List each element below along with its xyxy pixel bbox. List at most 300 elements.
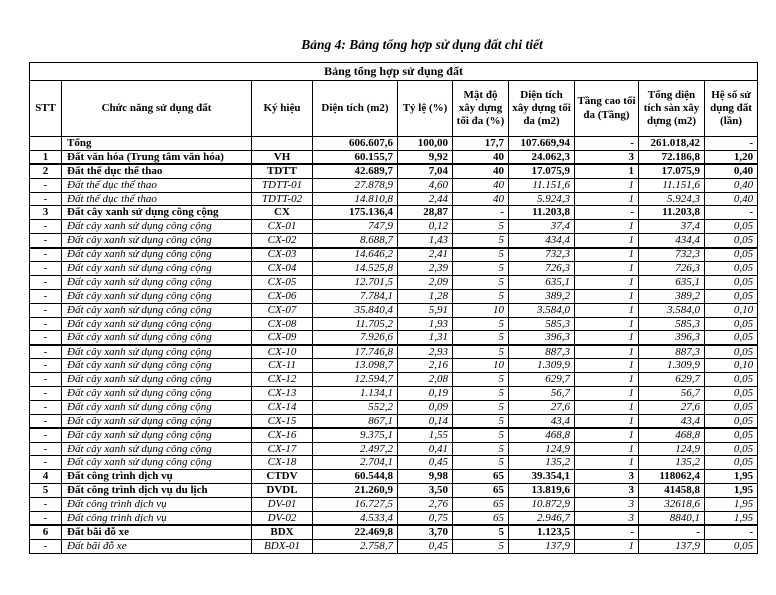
table-cell: 3,70: [398, 525, 453, 539]
table-cell: 434,4: [639, 234, 705, 248]
table-cell: CX-09: [252, 331, 313, 345]
table-cell: TDTT-02: [252, 192, 313, 206]
table-cell: 5: [453, 262, 509, 276]
table-cell: 629,7: [509, 373, 575, 387]
table-cell: -: [575, 525, 639, 539]
table-cell: Đất cây xanh sử dụng công cộng: [62, 234, 252, 248]
table-cell: 17.746,8: [313, 345, 398, 359]
table-row: [30, 178, 758, 192]
table-cell: 27,6: [639, 400, 705, 414]
table-cell: 10: [453, 359, 509, 373]
table-cell: 43,4: [639, 414, 705, 428]
table-row: [30, 442, 758, 456]
table-cell: 5: [453, 373, 509, 387]
table-cell: 396,3: [509, 331, 575, 345]
table-cell: 5: [453, 387, 509, 401]
table-row: [30, 345, 758, 359]
table-cell: 887,3: [509, 345, 575, 359]
table-cell: 60.544,8: [313, 470, 398, 484]
table-cell: BDX: [252, 525, 313, 539]
table-cell: 60.155,7: [313, 150, 398, 164]
table-cell: -: [30, 317, 62, 331]
table-cell: 137,9: [509, 539, 575, 553]
table-cell: 27,6: [509, 400, 575, 414]
table-cell: Đất cây xanh sử dụng công cộng: [62, 220, 252, 234]
table-cell: 13.819,6: [509, 484, 575, 498]
table-cell: 0,05: [705, 442, 758, 456]
table-cell: 1.123,5: [509, 525, 575, 539]
table-cell: 3: [30, 206, 62, 220]
table-cell: Đất cây xanh sử dụng công cộng: [62, 262, 252, 276]
table-cell: 0,75: [398, 512, 453, 526]
column-header-10: Hệ số sử dụng đất (lần): [705, 81, 758, 137]
table-cell: 1,95: [705, 484, 758, 498]
table-cell: CX-14: [252, 400, 313, 414]
table-cell: 2,09: [398, 275, 453, 289]
table-row: [30, 275, 758, 289]
table-cell: 0,40: [705, 178, 758, 192]
table-cell: TDTT-01: [252, 178, 313, 192]
table-cell: 3,50: [398, 484, 453, 498]
table-cell: 175.136,4: [313, 206, 398, 220]
table-cell: 14.525,8: [313, 262, 398, 276]
table-cell: -: [30, 498, 62, 512]
table-cell: Đất cây xanh sử dụng công cộng: [62, 206, 252, 220]
table-cell: CX-04: [252, 262, 313, 276]
table-cell: Đất công trình dịch vụ: [62, 512, 252, 526]
table-cell: Đất cây xanh sử dụng công cộng: [62, 442, 252, 456]
table-cell: 135,2: [639, 456, 705, 470]
table-cell: Đất cây xanh sử dụng công cộng: [62, 248, 252, 262]
table-cell: 1: [575, 178, 639, 192]
table-row: [30, 303, 758, 317]
table-cell: 56,7: [509, 387, 575, 401]
table-cell: -: [30, 442, 62, 456]
table-cell: 0,05: [705, 289, 758, 303]
table-cell: CX-11: [252, 359, 313, 373]
table-row: [30, 262, 758, 276]
table-cell: [30, 137, 62, 151]
table-cell: 1: [575, 442, 639, 456]
table-cell: 1,55: [398, 428, 453, 442]
table-cell: DV-01: [252, 498, 313, 512]
table-cell: 1,93: [398, 317, 453, 331]
table-cell: 5: [453, 317, 509, 331]
table-cell: -: [30, 359, 62, 373]
table-cell: 8840,1: [639, 512, 705, 526]
table-row: [30, 248, 758, 262]
table-cell: Đất thể dục thể thao: [62, 164, 252, 178]
table-cell: [252, 137, 313, 151]
table-cell: 56,7: [639, 387, 705, 401]
table-row: [30, 317, 758, 331]
table-cell: 585,3: [509, 317, 575, 331]
table-cell: 11.203,8: [639, 206, 705, 220]
table-cell: CX-10: [252, 345, 313, 359]
table-cell: DV-02: [252, 512, 313, 526]
table-cell: 2,08: [398, 373, 453, 387]
table-cell: 5: [453, 275, 509, 289]
table-cell: 389,2: [639, 289, 705, 303]
table-cell: 0,09: [398, 400, 453, 414]
table-cell: Đất cây xanh sử dụng công cộng: [62, 275, 252, 289]
table-cell: Đất công trình dịch vụ: [62, 498, 252, 512]
table-row: [30, 289, 758, 303]
table-cell: 1: [30, 150, 62, 164]
table-cell: 35.840,4: [313, 303, 398, 317]
table-cell: 1,43: [398, 234, 453, 248]
table-cell: 1: [575, 317, 639, 331]
table-cell: Tổng: [62, 137, 252, 151]
table-cell: 14.646,2: [313, 248, 398, 262]
table-cell: Đất công trình dịch vụ du lịch: [62, 484, 252, 498]
table-cell: 5: [453, 345, 509, 359]
table-cell: VH: [252, 150, 313, 164]
table-cell: 41458,8: [639, 484, 705, 498]
table-cell: 0,05: [705, 387, 758, 401]
table-cell: 42.689,7: [313, 164, 398, 178]
table-cell: 100,00: [398, 137, 453, 151]
table-cell: 0,05: [705, 262, 758, 276]
table-cell: 0,45: [398, 456, 453, 470]
table-cell: CX-07: [252, 303, 313, 317]
table-cell: -: [30, 428, 62, 442]
table-row: [30, 525, 758, 539]
table-cell: 0,45: [398, 539, 453, 553]
table-row: [30, 206, 758, 220]
table-cell: 1,28: [398, 289, 453, 303]
table-cell: 1: [575, 303, 639, 317]
table-cell: 0,19: [398, 387, 453, 401]
table-cell: 14.810,8: [313, 192, 398, 206]
land-use-table: [29, 62, 758, 554]
table-cell: 137,9: [639, 539, 705, 553]
table-cell: 887,3: [639, 345, 705, 359]
table-cell: Đất cây xanh sử dụng công cộng: [62, 373, 252, 387]
table-cell: 0,40: [705, 192, 758, 206]
table-cell: 1.309,9: [639, 359, 705, 373]
table-cell: 2: [30, 164, 62, 178]
table-cell: 2.758,7: [313, 539, 398, 553]
table-cell: 1,95: [705, 498, 758, 512]
table-cell: 17,7: [453, 137, 509, 151]
table-row: [30, 512, 758, 526]
table-cell: 16.727,5: [313, 498, 398, 512]
table-row: [30, 400, 758, 414]
table-cell: 5: [30, 484, 62, 498]
table-cell: 552,2: [313, 400, 398, 414]
table-cell: -: [30, 373, 62, 387]
table-cell: 7.784,1: [313, 289, 398, 303]
table-cell: -: [575, 137, 639, 151]
table-cell: 867,1: [313, 414, 398, 428]
table-cell: 37,4: [639, 220, 705, 234]
table-cell: 65: [453, 470, 509, 484]
table-cell: CX-16: [252, 428, 313, 442]
table-row: [30, 414, 758, 428]
table-cell: -: [30, 456, 62, 470]
table-cell: CX-13: [252, 387, 313, 401]
table-cell: 629,7: [639, 373, 705, 387]
table-cell: 606.607,6: [313, 137, 398, 151]
table-cell: Đất thể dục thể thao: [62, 178, 252, 192]
table-cell: Đất thể dục thể thao: [62, 192, 252, 206]
table-cell: -: [30, 192, 62, 206]
table-cell: CX-03: [252, 248, 313, 262]
table-cell: Đất cây xanh sử dụng công cộng: [62, 331, 252, 345]
table-cell: 5,91: [398, 303, 453, 317]
table-cell: 0,05: [705, 317, 758, 331]
table-row: [30, 428, 758, 442]
table-cell: -: [30, 539, 62, 553]
table-cell: 1: [575, 345, 639, 359]
table-cell: 4,60: [398, 178, 453, 192]
table-cell: Đất cây xanh sử dụng công cộng: [62, 456, 252, 470]
table-cell: 0,05: [705, 220, 758, 234]
table-cell: 1: [575, 373, 639, 387]
table-cell: -: [30, 331, 62, 345]
table-cell: 1,95: [705, 470, 758, 484]
table-caption: Bảng 4: Bảng tổng hợp sử dụng đất chi tiết: [301, 37, 543, 52]
column-header-8: Tầng cao tối đa (Tầng): [575, 81, 639, 137]
table-cell: 2,16: [398, 359, 453, 373]
table-cell: 747,9: [313, 220, 398, 234]
table-cell: 468,8: [639, 428, 705, 442]
table-cell: 40: [453, 164, 509, 178]
table-cell: 0,40: [705, 164, 758, 178]
table-cell: 5.924,3: [639, 192, 705, 206]
table-cell: 40: [453, 192, 509, 206]
table-cell: 0,41: [398, 442, 453, 456]
table-cell: Đất cây xanh sử dụng công cộng: [62, 317, 252, 331]
table-cell: -: [30, 289, 62, 303]
table-cell: CX-17: [252, 442, 313, 456]
table-cell: 9,98: [398, 470, 453, 484]
table-cell: 0,05: [705, 234, 758, 248]
table-cell: Đất công trình dịch vụ: [62, 470, 252, 484]
table-cell: 1: [575, 192, 639, 206]
table-cell: 17.075,9: [509, 164, 575, 178]
table-cell: 65: [453, 498, 509, 512]
column-header-2: Chức năng sử dụng đất: [62, 81, 252, 137]
table-cell: CX-05: [252, 275, 313, 289]
table-cell: 40: [453, 150, 509, 164]
table-cell: 1: [575, 262, 639, 276]
table-row: [30, 359, 758, 373]
table-cell: -: [30, 220, 62, 234]
table-cell: Đất cây xanh sử dụng công cộng: [62, 289, 252, 303]
table-body: [30, 137, 758, 554]
table-cell: 0,05: [705, 539, 758, 553]
table-cell: 124,9: [639, 442, 705, 456]
column-header-6: Mật độ xây dựng tối đa (%): [453, 81, 509, 137]
table-row: [30, 470, 758, 484]
table-row: [30, 331, 758, 345]
table-cell: -: [575, 206, 639, 220]
table-cell: CX-18: [252, 456, 313, 470]
column-header-3: Ký hiệu: [252, 81, 313, 137]
table-cell: 1: [575, 275, 639, 289]
table-cell: CX-06: [252, 289, 313, 303]
table-cell: 22.469,8: [313, 525, 398, 539]
table-cell: 2,39: [398, 262, 453, 276]
table-cell: 0,05: [705, 331, 758, 345]
table-cell: 2,93: [398, 345, 453, 359]
table-cell: -: [30, 400, 62, 414]
table-cell: 0,05: [705, 428, 758, 442]
table-cell: 1: [575, 359, 639, 373]
table-cell: 4: [30, 470, 62, 484]
table-cell: 11.151,6: [509, 178, 575, 192]
table-cell: 124,9: [509, 442, 575, 456]
table-cell: 5.924,3: [509, 192, 575, 206]
table-cell: DVDL: [252, 484, 313, 498]
table-cell: Đất cây xanh sử dụng công cộng: [62, 359, 252, 373]
table-cell: 72.186,8: [639, 150, 705, 164]
table-cell: 135,2: [509, 456, 575, 470]
table-cell: 3: [575, 512, 639, 526]
table-cell: CX-02: [252, 234, 313, 248]
table-cell: 32618,6: [639, 498, 705, 512]
table-cell: -: [453, 206, 509, 220]
column-header-9: Tổng diện tích sàn xây dựng (m2): [639, 81, 705, 137]
column-header-4: Diện tích (m2): [313, 81, 398, 137]
table-cell: 10.872,9: [509, 498, 575, 512]
table-cell: 9,92: [398, 150, 453, 164]
table-cell: 2.946,7: [509, 512, 575, 526]
table-cell: BDX-01: [252, 539, 313, 553]
table-cell: -: [30, 262, 62, 276]
table-cell: 0,05: [705, 345, 758, 359]
table-cell: Đất văn hóa (Trung tâm văn hóa): [62, 150, 252, 164]
table-cell: 17.075,9: [639, 164, 705, 178]
table-cell: -: [705, 525, 758, 539]
table-cell: 12.701,5: [313, 275, 398, 289]
table-cell: -: [30, 414, 62, 428]
table-cell: 6: [30, 525, 62, 539]
table-cell: 43,4: [509, 414, 575, 428]
table-row: [30, 234, 758, 248]
table-row: [30, 387, 758, 401]
table-cell: 0,05: [705, 456, 758, 470]
table-cell: 107.669,94: [509, 137, 575, 151]
table-cell: 5: [453, 331, 509, 345]
table-cell: 65: [453, 512, 509, 526]
table-row: [30, 498, 758, 512]
table-cell: 0,05: [705, 275, 758, 289]
table-cell: 11.151,6: [639, 178, 705, 192]
table-cell: 2.497,2: [313, 442, 398, 456]
table-cell: 40: [453, 178, 509, 192]
table-cell: CX-12: [252, 373, 313, 387]
table-cell: 732,3: [639, 248, 705, 262]
table-row: [30, 484, 758, 498]
table-row: [30, 150, 758, 164]
table-cell: 5: [453, 428, 509, 442]
table-cell: -: [30, 303, 62, 317]
table-cell: -: [30, 275, 62, 289]
table-cell: -: [30, 178, 62, 192]
table-cell: 726,3: [509, 262, 575, 276]
table-cell: 0,05: [705, 248, 758, 262]
table-cell: 1,95: [705, 512, 758, 526]
table-cell: 1: [575, 164, 639, 178]
table-cell: 0,10: [705, 359, 758, 373]
table-cell: 0,14: [398, 414, 453, 428]
table-header: [30, 63, 758, 137]
table-cell: -: [30, 512, 62, 526]
table-cell: 3: [575, 484, 639, 498]
table-cell: 1: [575, 428, 639, 442]
table-cell: 5: [453, 248, 509, 262]
table-cell: 27.878,9: [313, 178, 398, 192]
table-cell: 3: [575, 498, 639, 512]
table-cell: CX: [252, 206, 313, 220]
table-cell: 24.062,3: [509, 150, 575, 164]
table-cell: 1: [575, 387, 639, 401]
table-cell: 2,44: [398, 192, 453, 206]
table-cell: 732,3: [509, 248, 575, 262]
table-cell: 21.260,9: [313, 484, 398, 498]
table-cell: 1: [575, 234, 639, 248]
table-cell: 1: [575, 456, 639, 470]
table-cell: CX-01: [252, 220, 313, 234]
table-cell: -: [30, 234, 62, 248]
table-cell: 39.354,1: [509, 470, 575, 484]
table-cell: 1: [575, 414, 639, 428]
table-row: [30, 456, 758, 470]
table-cell: Đất cây xanh sử dụng công cộng: [62, 428, 252, 442]
table-cell: 37,4: [509, 220, 575, 234]
table-cell: Đất cây xanh sử dụng công cộng: [62, 303, 252, 317]
table-cell: 635,1: [509, 275, 575, 289]
table-cell: 28,87: [398, 206, 453, 220]
table-cell: -: [30, 387, 62, 401]
table-cell: 5: [453, 220, 509, 234]
column-header-5: Tỷ lệ (%): [398, 81, 453, 137]
table-cell: 5: [453, 289, 509, 303]
column-header-1: STT: [30, 81, 62, 137]
table-cell: 4.533,4: [313, 512, 398, 526]
table-cell: 11.705,2: [313, 317, 398, 331]
table-cell: 396,3: [639, 331, 705, 345]
table-cell: 65: [453, 484, 509, 498]
table-cell: 3: [575, 470, 639, 484]
table-cell: Đất cây xanh sử dụng công cộng: [62, 387, 252, 401]
table-cell: 7,04: [398, 164, 453, 178]
table-cell: 2,41: [398, 248, 453, 262]
table-cell: 1: [575, 248, 639, 262]
table-cell: Đất cây xanh sử dụng công cộng: [62, 400, 252, 414]
table-cell: -: [705, 206, 758, 220]
table-cell: 0,10: [705, 303, 758, 317]
table-cell: 8.688,7: [313, 234, 398, 248]
table-cell: -: [30, 248, 62, 262]
table-cell: TDTT: [252, 164, 313, 178]
table-row: [30, 220, 758, 234]
table-cell: 0,05: [705, 414, 758, 428]
table-cell: 635,1: [639, 275, 705, 289]
table-cell: 468,8: [509, 428, 575, 442]
table-cell: 2.704,1: [313, 456, 398, 470]
table-cell: 389,2: [509, 289, 575, 303]
column-header-7: Diện tích xây dựng tối đa (m2): [509, 81, 575, 137]
table-banner-title: Bảng tổng hợp sử dụng đất: [30, 63, 758, 81]
table-cell: CX-08: [252, 317, 313, 331]
table-cell: 5: [453, 234, 509, 248]
table-cell: 1: [575, 539, 639, 553]
table-cell: 1: [575, 289, 639, 303]
